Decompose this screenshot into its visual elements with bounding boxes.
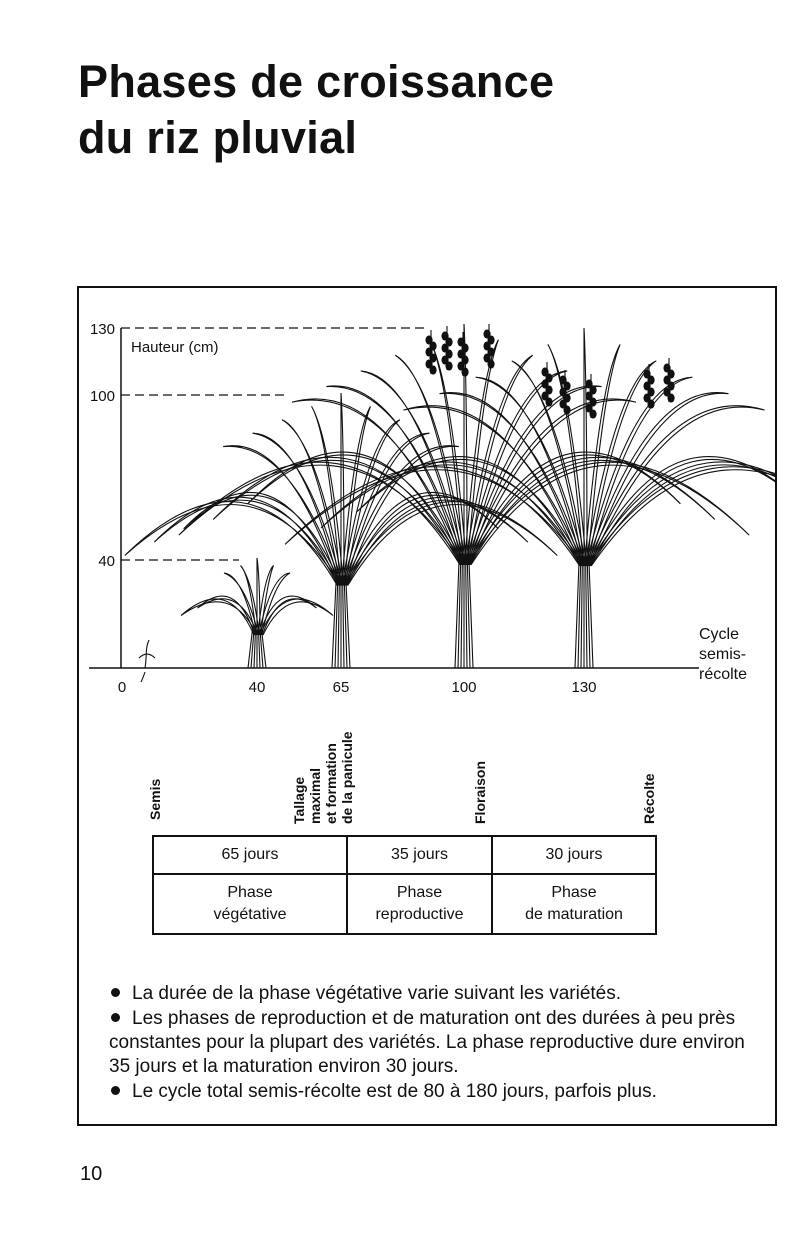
phase-reproductive xyxy=(347,874,492,934)
stage-label-semis xyxy=(147,779,163,820)
stage-floraison-text: Floraison xyxy=(472,760,488,824)
plant-flowering-leaf xyxy=(465,340,499,565)
page-title xyxy=(78,54,554,166)
plant-panicle-formation-leaf xyxy=(154,497,341,585)
note-text: Le cycle total semis-récolte est de 80 à 180 jours, parfois plus. xyxy=(132,1081,657,1102)
bullet-icon xyxy=(111,988,120,997)
cycle-label xyxy=(699,625,747,685)
plant-panicle-formation-stem xyxy=(338,572,340,668)
stage-tallage-line-4: de la panicule xyxy=(339,731,355,824)
plant-tillering-leaf xyxy=(259,573,291,635)
notes-list xyxy=(109,982,769,1105)
duration-reproductive: 35 jours xyxy=(347,836,492,874)
x-tick-65: 65 xyxy=(332,679,350,696)
phase-vegetative xyxy=(153,874,347,934)
plant-maturation-leaf xyxy=(403,406,584,566)
phase-reproductive-line-2: reproductive xyxy=(375,906,464,923)
y-axis-label: Hauteur (cm) xyxy=(131,339,219,356)
x-tick-40: 40 xyxy=(248,679,266,696)
note-text: Les phases de reproduction et de maturation ont des durées à peu près constantes pour la plupart des variétés. La phase reproductive dure environ 35 jours et la maturation environ 30 jours. xyxy=(109,1008,745,1077)
plant-maturation-leaf xyxy=(584,328,587,566)
x-tick-100: 100 xyxy=(451,679,477,696)
plant-maturation-stem xyxy=(581,549,583,668)
phase-vegetative-line-2: végétative xyxy=(213,906,287,923)
title-line-2: du riz pluvial xyxy=(78,112,358,163)
plant-panicle-formation-leaf xyxy=(125,502,341,586)
note-text: La durée de la phase végétative varie suivant les variétés. xyxy=(132,983,622,1004)
plant-flowering-stem xyxy=(461,548,463,668)
plant-panicle-formation-stem xyxy=(343,572,345,668)
phase-duration-row xyxy=(153,836,656,874)
stage-label-floraison xyxy=(472,761,488,824)
plant-tillering-stem xyxy=(259,630,261,669)
cycle-label-line-2: semis- xyxy=(699,646,747,663)
note-item xyxy=(109,982,769,1006)
y-tick-100: 100 xyxy=(89,388,115,405)
seedling xyxy=(139,640,155,682)
cycle-label-line-1: Cycle xyxy=(699,626,740,643)
note-item xyxy=(109,1007,769,1079)
phase-table xyxy=(152,835,657,935)
title-line-1: Phases de croissance xyxy=(78,56,555,107)
figure-frame xyxy=(77,286,777,1126)
bullet-icon xyxy=(111,1086,120,1095)
page-number: 10 xyxy=(80,1163,103,1185)
plant-panicle-formation-leaf xyxy=(282,420,343,586)
phase-reproductive-line-1: Phase xyxy=(396,884,443,901)
phase-name-row xyxy=(153,874,656,934)
rice-plant-illustrations xyxy=(125,324,775,682)
y-tick-130: 130 xyxy=(89,321,115,338)
phase-vegetative-line-1: Phase xyxy=(227,884,273,901)
stage-label-recolte xyxy=(641,773,657,824)
y-tick-40: 40 xyxy=(98,553,115,570)
plant-flowering-stem xyxy=(466,548,468,668)
plant-maturation-leaf xyxy=(586,377,693,566)
plant-panicle-formation-leaf xyxy=(312,406,344,585)
stage-tallage-line-1: Tallage xyxy=(291,776,307,824)
plant-flowering-leaf xyxy=(213,457,463,564)
bullet-icon xyxy=(111,1013,120,1022)
stage-tallage-line-2: maximal xyxy=(307,767,323,824)
plant-maturation-leaf xyxy=(587,457,775,566)
plant-tillering-stem xyxy=(254,630,256,669)
plant-panicle-formation-leaf xyxy=(344,497,528,585)
phase-maturation-line-2: de maturation xyxy=(525,906,623,923)
x-tick-130: 130 xyxy=(571,679,597,696)
stage-semis-text: Semis xyxy=(147,778,163,820)
stage-label-tallage xyxy=(291,731,355,824)
plant-tillering-leaf xyxy=(181,599,257,635)
x-tick-0: 0 xyxy=(117,679,127,696)
phase-maturation xyxy=(492,874,656,934)
phase-maturation-line-1: Phase xyxy=(551,884,597,901)
stage-recolte-text: Récolte xyxy=(641,773,657,824)
cycle-label-line-3: récolte xyxy=(699,666,748,683)
duration-maturation: 30 jours xyxy=(492,836,656,874)
plant-maturation-stem xyxy=(586,549,588,668)
plant-tillering-leaf xyxy=(241,566,260,636)
note-item xyxy=(109,1080,769,1104)
duration-vegetative: 65 jours xyxy=(153,836,347,874)
stage-tallage-line-3: et formation xyxy=(323,743,339,824)
